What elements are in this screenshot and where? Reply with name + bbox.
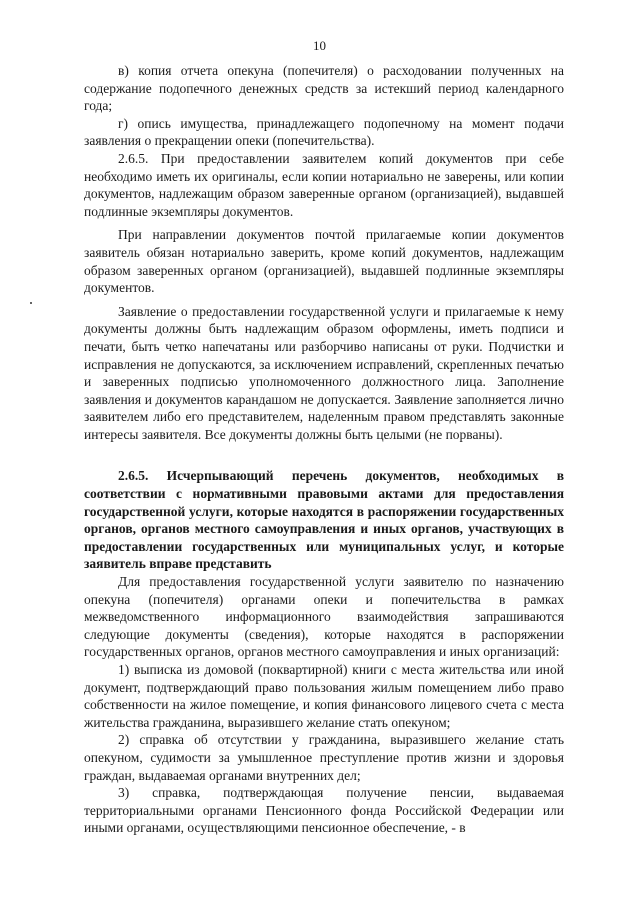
list-item-2: 2) справка об отсутствии у гражданина, выразившего желание стать опекуном, судимости за умышленное преступление против жизни и здоровья граждан, выдаваемая органами внутренних дел;: [84, 732, 564, 783]
paragraph-application-format: Заявление о предоставлении государственной услуги и прилагаемые к нему документы должны быть надлежащим образом оформлены, иметь подписи и печати, быть четко напечатаны или разборчиво написаны от руки. Подчистки и исправления не допускаются, за исключением исправлений, скрепленных печатью и заверенных подписью уполномоченного должностного лица. Заполнение заявления и документов карандашом не допускается. Заявление заполняется лично заявителем либо его представителем, наделенным правом представлять законные интересы заявителя. Все документы должны быть целыми (не порваны).: [84, 303, 564, 442]
paragraph-v: в) копия отчета опекуна (попечителя) о расходовании полученных на содержание подопечного денежных средств за истекший период календарного года;: [84, 63, 564, 114]
paragraph-interagency: Для предоставления государственной услуги заявителю по назначению опекуна (попечителя) органами опеки и попечительства в рамках межведомственного информационного взаимодействия запрашиваются следующие документы (сведения), которые находятся в распоряжении государственных органов, органов местного самоуправления и иных организаций:: [84, 574, 564, 660]
page-number: 10: [313, 38, 326, 53]
section-heading: 2.6.5. Исчерпывающий перечень документов, необходимых в соответствии с нормативными правовыми актами для предоставления государственной услуги, которые находятся в распоряжении государственных органов, органов местного самоуправления и иных органов, участвующих в предоставлении государственных или муниципальных услуг, и которые заявитель вправе представить: [84, 468, 564, 572]
document-body: [84, 62, 564, 837]
list-item-1: 1) выписка из домовой (поквартирной) книги с места жительства или иной документ, подтверждающий право пользования жилым помещением либо право собственности на жилое помещение, и копия финансового лицевого счета с места жительства гражданина, выразившего желание стать опекуном;: [84, 662, 564, 730]
list-item-3: 3) справка, подтверждающая получение пенсии, выдаваемая территориальными органами Пенсионного фонда Российской Федерации или иными органами, осуществляющими пенсионное обеспечение, - в: [84, 785, 564, 836]
scan-speck: [30, 302, 32, 304]
paragraph-2-6-5-copies: 2.6.5. При предоставлении заявителем копий документов при себе необходимо иметь их оригиналы, если копии нотариально не заверены, или копии документов, надлежащим образом заверенные органом (организацией), выдавшей подлинные экземпляры документов.: [84, 150, 564, 219]
paragraph-g: г) опись имущества, принадлежащего подопечному на момент подачи заявления о прекращении опеки (попечительства).: [84, 115, 564, 149]
paragraph-mail: При направлении документов почтой прилагаемые копии документов заявитель обязан нотариально заверить, кроме копий документов, надлежащим образом заверенных органом (организацией), выдавшей подлинные экземпляры документов.: [84, 227, 564, 296]
